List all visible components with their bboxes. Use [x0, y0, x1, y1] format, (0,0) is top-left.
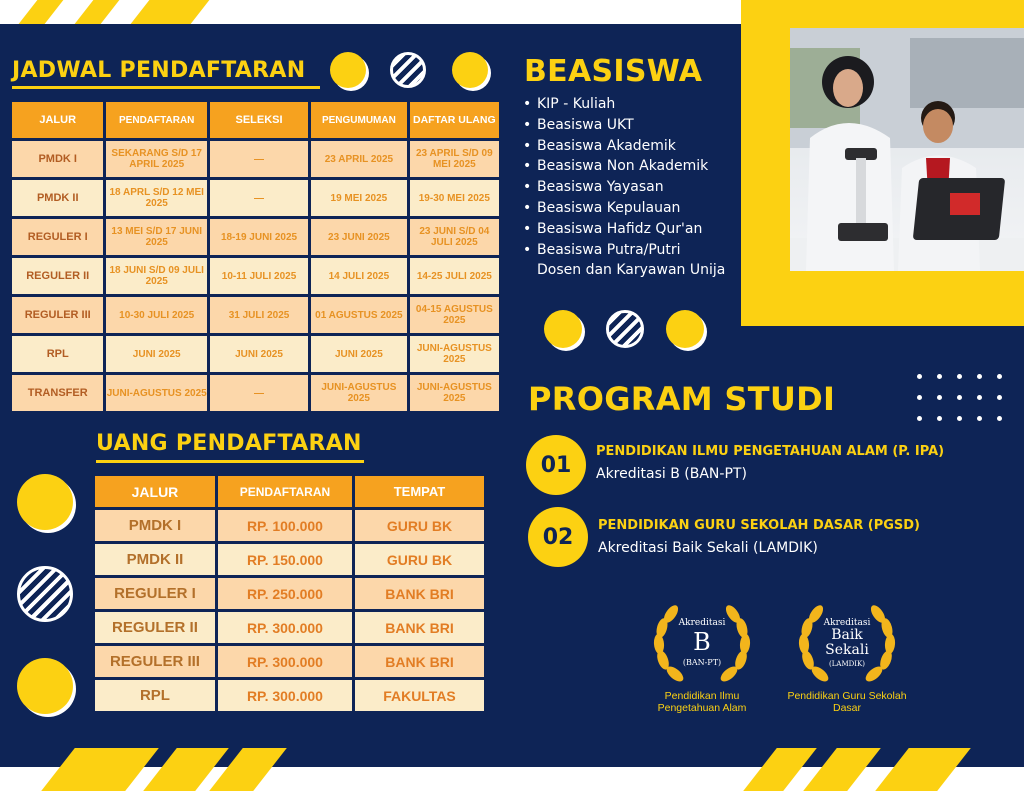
col-header-pendaftaran: PENDAFTARAN: [106, 102, 207, 138]
program-number-badge: 02: [528, 507, 588, 567]
cell-pengumuman: 23 JUNI 2025: [311, 219, 407, 255]
program-accreditation: Akreditasi Baik Sekali (LAMDIK): [598, 540, 818, 556]
col-header-pengumuman: PENGUMUMAN: [311, 102, 407, 138]
table-row: [12, 336, 499, 372]
schedule-title: JADWAL PENDAFTARAN: [12, 58, 306, 83]
decor-circle-yellow: [330, 52, 366, 88]
cell-jalur: TRANSFER: [12, 375, 103, 411]
table-row: [95, 612, 484, 643]
table-row: [95, 680, 484, 711]
cell-seleksi: —: [210, 141, 308, 177]
decor-dot: [917, 395, 922, 400]
table-row: [12, 297, 499, 333]
cell-pengumuman: 14 JULI 2025: [311, 258, 407, 294]
cell-pendaftaran: SEKARANG S/D 17 APRIL 2025: [106, 141, 207, 177]
table-row: [95, 646, 484, 677]
cell-daftar-ulang: 14-25 JULI 2025: [410, 258, 499, 294]
badge-label: Akreditasi: [823, 618, 871, 628]
program-accreditation: Akreditasi B (BAN-PT): [596, 466, 747, 482]
table-row: [12, 375, 499, 411]
decor-dot: [957, 416, 962, 421]
badge-grade: Baik Sekali: [825, 627, 869, 658]
cell-pengumuman: 01 AGUSTUS 2025: [311, 297, 407, 333]
decor-circle-striped: [606, 310, 644, 348]
decor-dot: [977, 395, 982, 400]
decor-dot: [977, 374, 982, 379]
decor-dot: [957, 374, 962, 379]
cell-tempat: GURU BK: [355, 510, 484, 541]
cell-jalur: RPL: [12, 336, 103, 372]
col-header-pendaftaran: PENDAFTARAN: [218, 476, 352, 507]
cell-jalur: REGULER I: [95, 578, 215, 609]
cell-jalur: PMDK II: [12, 180, 103, 216]
table-row: [95, 544, 484, 575]
cell-seleksi: 10-11 JULI 2025: [210, 258, 308, 294]
cell-pengumuman: JUNI 2025: [311, 336, 407, 372]
cell-jalur: RPL: [95, 680, 215, 711]
schedule-title-underline: [12, 86, 320, 89]
badge-caption: Pendidikan Guru Sekolah Dasar: [787, 690, 907, 714]
cell-pendaftaran: RP. 150.000: [218, 544, 352, 575]
decor-circle-striped: [390, 52, 426, 88]
cell-seleksi: 31 JULI 2025: [210, 297, 308, 333]
cell-pendaftaran: RP. 300.000: [218, 612, 352, 643]
decor-circle-yellow: [666, 310, 704, 348]
cell-pengumuman: 19 MEI 2025: [311, 180, 407, 216]
students-photo: [790, 28, 1024, 271]
cell-daftar-ulang: 23 JUNI S/D 04 JULI 2025: [410, 219, 499, 255]
cell-pendaftaran: RP. 250.000: [218, 578, 352, 609]
cell-seleksi: JUNI 2025: [210, 336, 308, 372]
cell-pendaftaran: 18 JUNI S/D 09 JULI 2025: [106, 258, 207, 294]
scholarship-item: • Beasiswa Akademik: [523, 136, 725, 157]
cell-jalur: REGULER II: [12, 258, 103, 294]
cell-daftar-ulang: JUNI-AGUSTUS 2025: [410, 375, 499, 411]
col-header-tempat: TEMPAT: [355, 476, 484, 507]
col-header-seleksi: SELEKSI: [210, 102, 308, 138]
decor-circle-yellow: [452, 52, 488, 88]
decor-dot: [917, 374, 922, 379]
fee-title: UANG PENDAFTARAN: [96, 431, 362, 456]
decor-dot: [937, 416, 942, 421]
table-row: [12, 141, 499, 177]
table-row: [95, 510, 484, 541]
cell-pendaftaran: JUNI 2025: [106, 336, 207, 372]
fee-header-row: [95, 476, 484, 507]
scholarship-item: • Beasiswa Hafidz Qur'an: [523, 219, 725, 240]
cell-jalur: PMDK II: [95, 544, 215, 575]
accreditation-badge-b: [647, 598, 757, 698]
program-name: PENDIDIKAN ILMU PENGETAHUAN ALAM (P. IPA): [596, 444, 945, 459]
program-name: PENDIDIKAN GURU SEKOLAH DASAR (PGSD): [598, 518, 920, 533]
cell-seleksi: —: [210, 180, 308, 216]
decor-dot: [997, 395, 1002, 400]
decor-dot: [937, 374, 942, 379]
cell-pendaftaran: 10-30 JULI 2025: [106, 297, 207, 333]
scholarship-list: [523, 94, 725, 281]
cell-pendaftaran: RP. 100.000: [218, 510, 352, 541]
table-row: [95, 578, 484, 609]
table-row: [12, 180, 499, 216]
scholarship-item: • Beasiswa Kepulauan: [523, 198, 725, 219]
table-row: [12, 258, 499, 294]
scholarship-item: • Beasiswa Non Akademik: [523, 156, 725, 177]
fee-table: [92, 473, 487, 714]
bottom-right-stripes: [740, 748, 1024, 791]
schedule-table: [9, 99, 502, 414]
cell-daftar-ulang: 04-15 AGUSTUS 2025: [410, 297, 499, 333]
cell-seleksi: 18-19 JUNI 2025: [210, 219, 308, 255]
top-left-stripes: [0, 0, 240, 24]
decor-circle-yellow: [17, 474, 73, 530]
scholarship-item: • Beasiswa Putra/Putri: [523, 240, 725, 261]
cell-tempat: BANK BRI: [355, 646, 484, 677]
decor-dot: [997, 374, 1002, 379]
program-number-badge: 01: [526, 435, 586, 495]
cell-tempat: BANK BRI: [355, 578, 484, 609]
cell-tempat: FAKULTAS: [355, 680, 484, 711]
cell-jalur: REGULER III: [12, 297, 103, 333]
cell-pendaftaran: RP. 300.000: [218, 646, 352, 677]
cell-tempat: BANK BRI: [355, 612, 484, 643]
decor-dot: [917, 416, 922, 421]
cell-jalur: PMDK I: [12, 141, 103, 177]
fee-title-underline: [96, 460, 364, 463]
cell-pengumuman: 23 APRIL 2025: [311, 141, 407, 177]
bottom-left-stripes: [0, 748, 290, 791]
badge-label: Akreditasi: [678, 618, 726, 628]
decor-dot: [977, 416, 982, 421]
cell-seleksi: —: [210, 375, 308, 411]
badge-agency: (LAMDIK): [829, 660, 865, 668]
decor-circle-yellow: [17, 658, 73, 714]
col-header-daftar-ulang: DAFTAR ULANG: [410, 102, 499, 138]
program-title: PROGRAM STUDI: [528, 380, 836, 418]
decor-circle-yellow: [544, 310, 582, 348]
table-row: [12, 219, 499, 255]
decor-dot-grid: [917, 374, 1017, 426]
cell-pendaftaran: 18 APRL S/D 12 MEI 2025: [106, 180, 207, 216]
cell-jalur: REGULER III: [95, 646, 215, 677]
accreditation-badge-baik-sekali: [792, 598, 902, 698]
decor-dot: [997, 416, 1002, 421]
cell-jalur: PMDK I: [95, 510, 215, 541]
scholarship-title: BEASISWA: [524, 54, 703, 89]
schedule-header-row: [12, 102, 499, 138]
badge-agency: (BAN-PT): [682, 658, 722, 667]
scholarship-item: • KIP - Kuliah: [523, 94, 725, 115]
cell-tempat: GURU BK: [355, 544, 484, 575]
decor-circle-striped: [17, 566, 73, 622]
scholarship-item: • Beasiswa UKT: [523, 115, 725, 136]
cell-daftar-ulang: JUNI-AGUSTUS 2025: [410, 336, 499, 372]
cell-pendaftaran: RP. 300.000: [218, 680, 352, 711]
decor-dot: [937, 395, 942, 400]
cell-pendaftaran: 13 MEI S/D 17 JUNI 2025: [106, 219, 207, 255]
badge-caption: Pendidikan Ilmu Pengetahuan Alam: [657, 690, 747, 714]
col-header-jalur: JALUR: [12, 102, 103, 138]
scholarship-item: • Beasiswa Yayasan: [523, 177, 725, 198]
col-header-jalur: JALUR: [95, 476, 215, 507]
students-illustration: [790, 28, 1024, 271]
cell-pendaftaran: JUNI-AGUSTUS 2025: [106, 375, 207, 411]
cell-pengumuman: JUNI-AGUSTUS 2025: [311, 375, 407, 411]
scholarship-item: Dosen dan Karyawan Unija: [537, 262, 726, 279]
cell-jalur: REGULER I: [12, 219, 103, 255]
cell-daftar-ulang: 19-30 MEI 2025: [410, 180, 499, 216]
cell-daftar-ulang: 23 APRIL S/D 09 MEI 2025: [410, 141, 499, 177]
cell-jalur: REGULER II: [95, 612, 215, 643]
badge-grade: B: [693, 628, 711, 656]
decor-dot: [957, 395, 962, 400]
